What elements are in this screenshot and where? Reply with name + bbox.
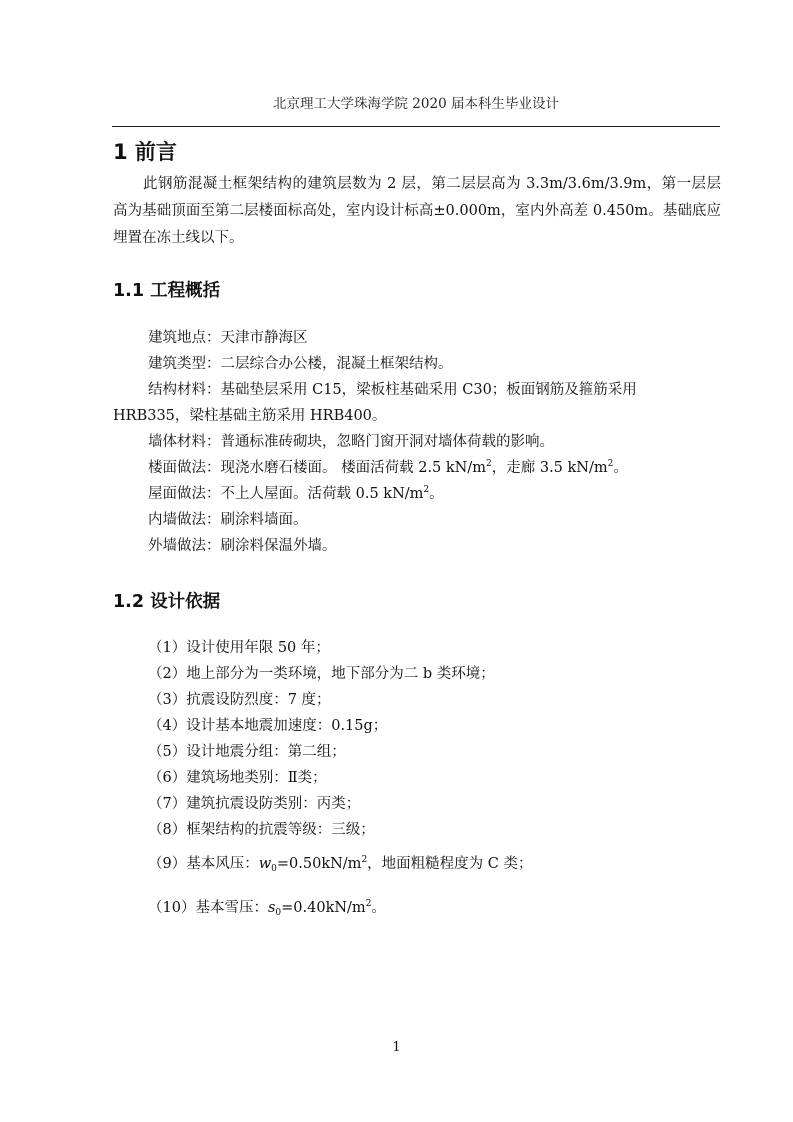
floor-end: 。	[613, 460, 628, 476]
inner-wall-line: 内墙做法：刷涂料墙面。	[148, 512, 308, 528]
preface-paragraph: 此钢筋混凝土框架结构的建筑层数为 2 层，第二层层高为 3.3m/3.6m/3.9m，第一层层高为基础顶面至第二层楼面标高处，室内设计标高±0.000m，室内外高差 0.450m。基础底应埋置在冻土线以下。	[113, 176, 721, 246]
section-title-preface: 1 前言	[113, 140, 177, 164]
basis-item: （1）设计使用年限 50 年；	[148, 640, 330, 656]
snow-prefix: （10）基本雪压：	[148, 900, 268, 916]
floor-mid: ，走廊 3.5 kN/m	[491, 460, 608, 476]
page-header: 北京理工大学珠海学院 2020 届本科生毕业设计	[273, 96, 559, 112]
wind-sub: 0	[271, 864, 277, 874]
roof-sup: 2	[423, 485, 430, 495]
wind-suffix: ，地面粗糙程度为 C 类；	[367, 856, 533, 872]
snow-sup: 2	[365, 899, 372, 909]
header-rule	[112, 126, 720, 127]
roof-text: 屋面做法：不上人屋面。活荷载 0.5 kN/m	[148, 486, 424, 502]
floor-line	[148, 458, 628, 478]
overview-line: 建筑地点：天津市静海区	[148, 330, 308, 346]
floor-text: 楼面做法：现浇水磨石楼面。 楼面活荷载 2.5 kN/m	[148, 460, 486, 476]
basis-item: （3）抗震设防烈度：7 度；	[148, 692, 331, 708]
section-title-basis: 1.2 设计依据	[113, 592, 221, 612]
snow-pressure-item	[148, 898, 386, 918]
roof-end: 。	[429, 486, 444, 502]
basis-item: （2）地上部分为一类环境，地下部分为二 b 类环境；	[148, 666, 495, 682]
wind-sup: 2	[361, 855, 368, 865]
wind-pressure-item	[148, 854, 532, 874]
basis-item: （8）框架结构的抗震等级：三级；	[148, 822, 375, 838]
wind-var: w	[258, 856, 272, 872]
basis-item: （7）建筑抗震设防类别：丙类；	[148, 796, 361, 812]
snow-var: s	[267, 900, 276, 916]
floor-sup: 2	[486, 459, 492, 469]
snow-sub: 0	[275, 908, 282, 918]
page-number: 1	[392, 1040, 401, 1055]
overview-line: HRB335，梁柱基础主筋采用 HRB400。	[113, 408, 387, 424]
snow-suffix: 。	[371, 900, 386, 916]
overview-line: 建筑类型：二层综合办公楼，混凝土框架结构。	[148, 356, 453, 372]
basis-item: （6）建筑场地类别：Ⅱ类；	[148, 770, 327, 786]
floor-sup-2: 2	[607, 459, 614, 469]
wind-value: =0.50kN/m	[276, 856, 362, 872]
section-title-overview: 1.1 工程概括	[113, 281, 221, 301]
basis-item: （4）设计基本地震加速度：0.15g；	[148, 718, 388, 734]
snow-value: =0.40kN/m	[281, 900, 366, 916]
basis-item: （5）设计地震分组：第二组；	[148, 744, 346, 760]
overview-line: 结构材料：基础垫层采用 C15，梁板柱基础采用 C30；板面钢筋及箍筋采用	[148, 382, 637, 398]
wind-prefix: （9）基本风压：	[148, 856, 259, 872]
overview-line: 墙体材料：普通标准砖砌块，忽略门窗开洞对墙体荷载的影响。	[148, 434, 554, 450]
roof-line	[148, 484, 444, 504]
outer-wall-line: 外墙做法：刷涂料保温外墙。	[148, 538, 337, 554]
